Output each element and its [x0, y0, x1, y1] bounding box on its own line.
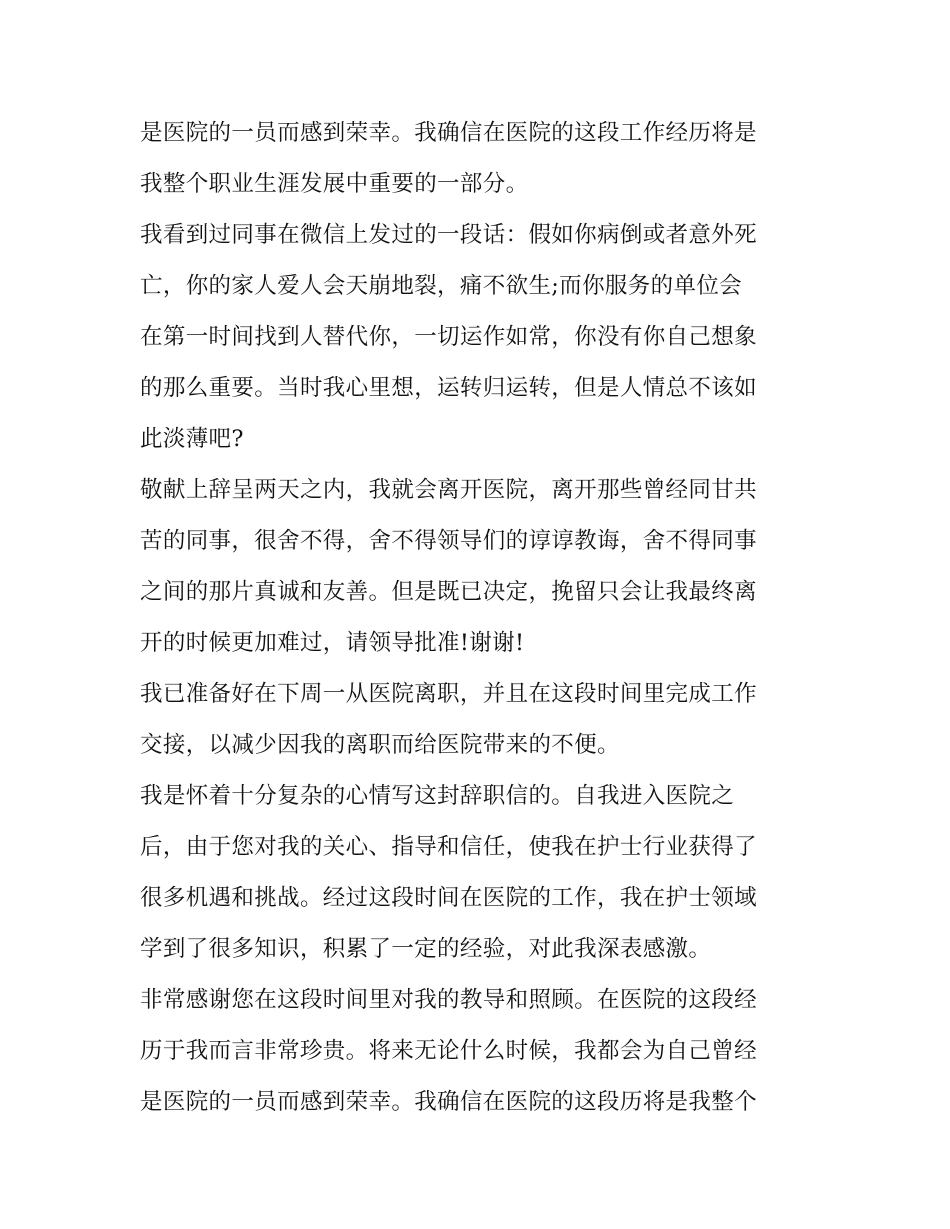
text-line: 苦的同事，很舍不得，舍不得领导们的谆谆教诲，舍不得同事 [140, 528, 757, 554]
text-line: 我整个职业生涯发展中重要的一部分。 [140, 171, 529, 197]
text-line: 后，由于您对我的关心、指导和信任，使我在护士行业获得了 [140, 834, 757, 860]
text-line: 我已准备好在下周一从医院离职，并且在这段时间里完成工作 [140, 681, 757, 707]
text-line: 很多机遇和挑战。经过这段时间在医院的工作，我在护士领域 [140, 885, 757, 911]
text-line: 学到了很多知识，积累了一定的经验，对此我深表感激。 [140, 936, 712, 962]
text-line: 的那么重要。当时我心里想，运转归运转，但是人情总不该如 [140, 375, 757, 401]
text-line: 是医院的一员而感到荣幸。我确信在医院的这段工作经历将是 [140, 120, 757, 146]
text-line: 亡，你的家人爱人会天崩地裂，痛不欲生;而你服务的单位会 [140, 273, 743, 299]
text-line: 历于我而言非常珍贵。将来无论什么时候，我都会为自己曾经 [140, 1038, 757, 1064]
text-line: 敬献上辞呈两天之内，我就会离开医院，离开那些曾经同甘共 [140, 477, 757, 503]
text-line: 在第一时间找到人替代你，一切运作如常，你没有你自己想象 [140, 324, 757, 350]
text-line: 是医院的一员而感到荣幸。我确信在医院的这段历将是我整个 [140, 1089, 757, 1115]
text-line: 之间的那片真诚和友善。但是既已决定，挽留只会让我最终离 [140, 579, 757, 605]
text-line: 非常感谢您在这段时间里对我的教导和照顾。在医院的这段经 [140, 987, 757, 1013]
text-line: 此淡薄吧? [140, 426, 244, 452]
text-line: 交接，以减少因我的离职而给医院带来的不便。 [140, 732, 620, 758]
text-line: 开的时候更加难过，请领导批准!谢谢! [140, 630, 525, 656]
text-line: 我是怀着十分复杂的心情写这封辞职信的。自我进入医院之 [140, 783, 735, 809]
text-line: 我看到过同事在微信上发过的一段话：假如你病倒或者意外死 [140, 222, 757, 248]
document-body [140, 108, 820, 1128]
